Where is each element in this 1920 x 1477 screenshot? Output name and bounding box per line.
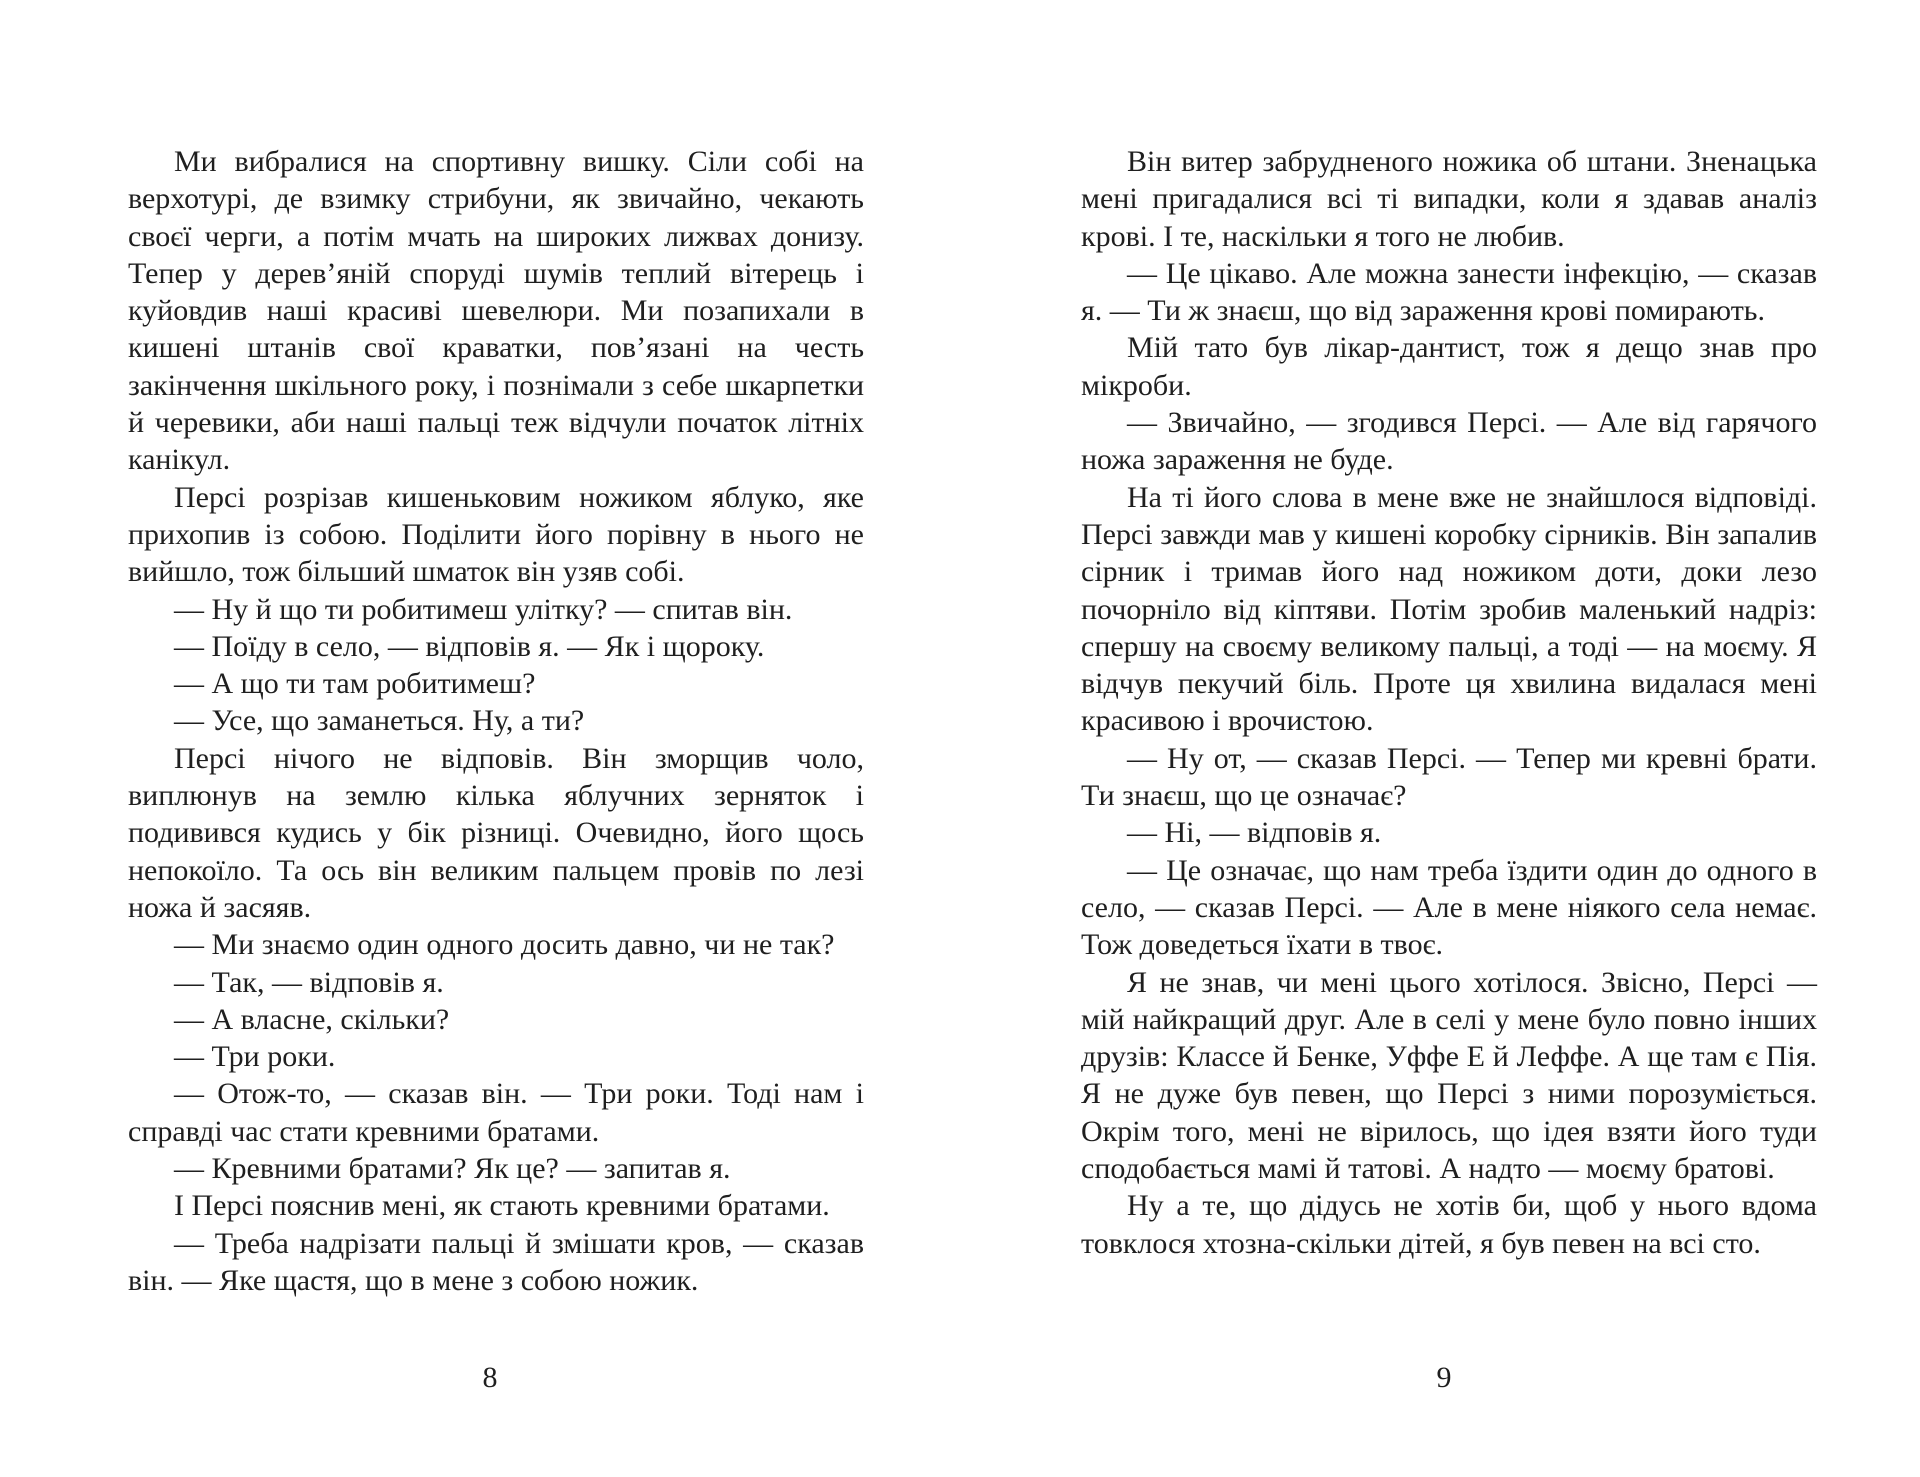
page-number-right: 9 xyxy=(1436,1361,1452,1394)
paragraph: Мій тато був лікар-дантист, тож я дещо знав про мікроби. xyxy=(1081,331,1817,402)
paragraph: — Кревними братами? Як це? — запитав я. xyxy=(174,1152,731,1186)
paragraph: — Звичайно, — згодився Персі. — Але від гарячого ножа зараження не буде. xyxy=(1081,406,1817,477)
paragraph: — Ну й що ти робитимеш улітку? — спитав він. xyxy=(174,592,793,626)
paragraph: Персі розрізав кишеньковим ножиком яблуко, яке прихопив із собою. Поділити його порівну в нього не вийшло, тож більший шматок він узяв собі. xyxy=(128,480,864,589)
paragraph: — Ні, — відповів я. xyxy=(1127,816,1382,850)
paragraph: Ми вибралися на спортивну вишку. Сіли собі на верхотурі, де взимку стрибуни, як звичайно, чекають своєї черги, а потім мчать на широких лижвах донизу. Тепер у дерев’яній споруді шумів теплий вітерець і куйовдив наші красиві шевелюри. Ми позапихали в кишені штанів свої краватки, пов’язані на честь закінчення шкільного року, і познімали з себе шкарпетки й черевики, аби наші пальці теж відчули початок літніх канікул. xyxy=(128,145,864,477)
paragraph: На ті його слова в мене вже не знайшлося відповіді. Персі завжди мав у кишені коробку сірників. Він запалив сірник і тримав його над ножиком доти, доки лезо почорніло від кіптяви. Потім зробив маленький надріз: спершу на своєму великому пальці, а тоді — на моєму. Я відчув пекучий біль. Проте ця хвилина видалася мені красивою і врочистою. xyxy=(1081,480,1817,738)
paragraph: — Отож-то, — сказав він. — Три роки. Тоді нам і справді час стати кревними братами. xyxy=(128,1077,864,1148)
paragraph: Ну а те, що дідусь не хотів би, щоб у нього вдома товклося хтозна-скільки дітей, я був певен на всі сто. xyxy=(1081,1189,1817,1260)
left-page-text xyxy=(128,143,864,1299)
paragraph: — Три роки. xyxy=(174,1040,336,1074)
paragraph: — Ну от, — сказав Персі. — Тепер ми кревні брати. Ти знаєш, що це означає? xyxy=(1081,741,1817,813)
paragraph: Персі нічого не відповів. Він зморщив чоло, виплюнув на землю кілька яблучних зерняток і подивився кудись у бік різниці. Очевидно, його щось непокоїло. Та ось він великим пальцем провів по лезі ножа й засяяв. xyxy=(128,741,864,924)
paragraph: — А що ти там робитимеш? xyxy=(174,667,536,701)
page-number-left: 8 xyxy=(482,1361,498,1394)
paragraph: — Поїду в село, — відповів я. — Як і щороку. xyxy=(174,629,765,663)
paragraph: — Це означає, що нам треба їздити один до одного в село, — сказав Персі. — Але в мене ніякого села немає. Тож доведеться їхати в твоє. xyxy=(1081,853,1817,962)
paragraph: Я не знав, чи мені цього хотілося. Звісно, Персі — мій найкращий друг. Але в селі у мене було повно інших друзів: Классе й Бенке, Уффе Е й Леффе. А ще там є Пія. Я не дуже був певен, що Персі з ними порозуміється. Окрім того, мені не вірилось, що ідея взяти його туди сподобається мамі й татові. А надто — моєму братові. xyxy=(1081,965,1817,1186)
paragraph: — Ми знаємо один одного досить давно, чи не так? xyxy=(174,928,835,962)
paragraph: — Так, — відповів я. xyxy=(174,965,444,999)
paragraph: — Треба надрізати пальці й змішати кров, — сказав він. — Яке щастя, що в мене з собою ножик. xyxy=(128,1226,864,1297)
paragraph: Він витер забрудненого ножика об штани. Зненацька мені пригадалися всі ті випадки, коли я здавав аналіз крові. І те, наскільки я того не любив. xyxy=(1081,145,1817,253)
paragraph: — Усе, що заманеться. Ну, а ти? xyxy=(174,704,585,738)
paragraph: — Це цікаво. Але можна занести інфекцію, — сказав я. — Ти ж знаєш, що від зараження крові помирають. xyxy=(1081,256,1817,328)
paragraph: — А власне, скільки? xyxy=(174,1002,450,1036)
right-page-text xyxy=(1081,143,1817,1262)
paragraph: І Персі пояснив мені, як стають кревними братами. xyxy=(174,1189,830,1223)
